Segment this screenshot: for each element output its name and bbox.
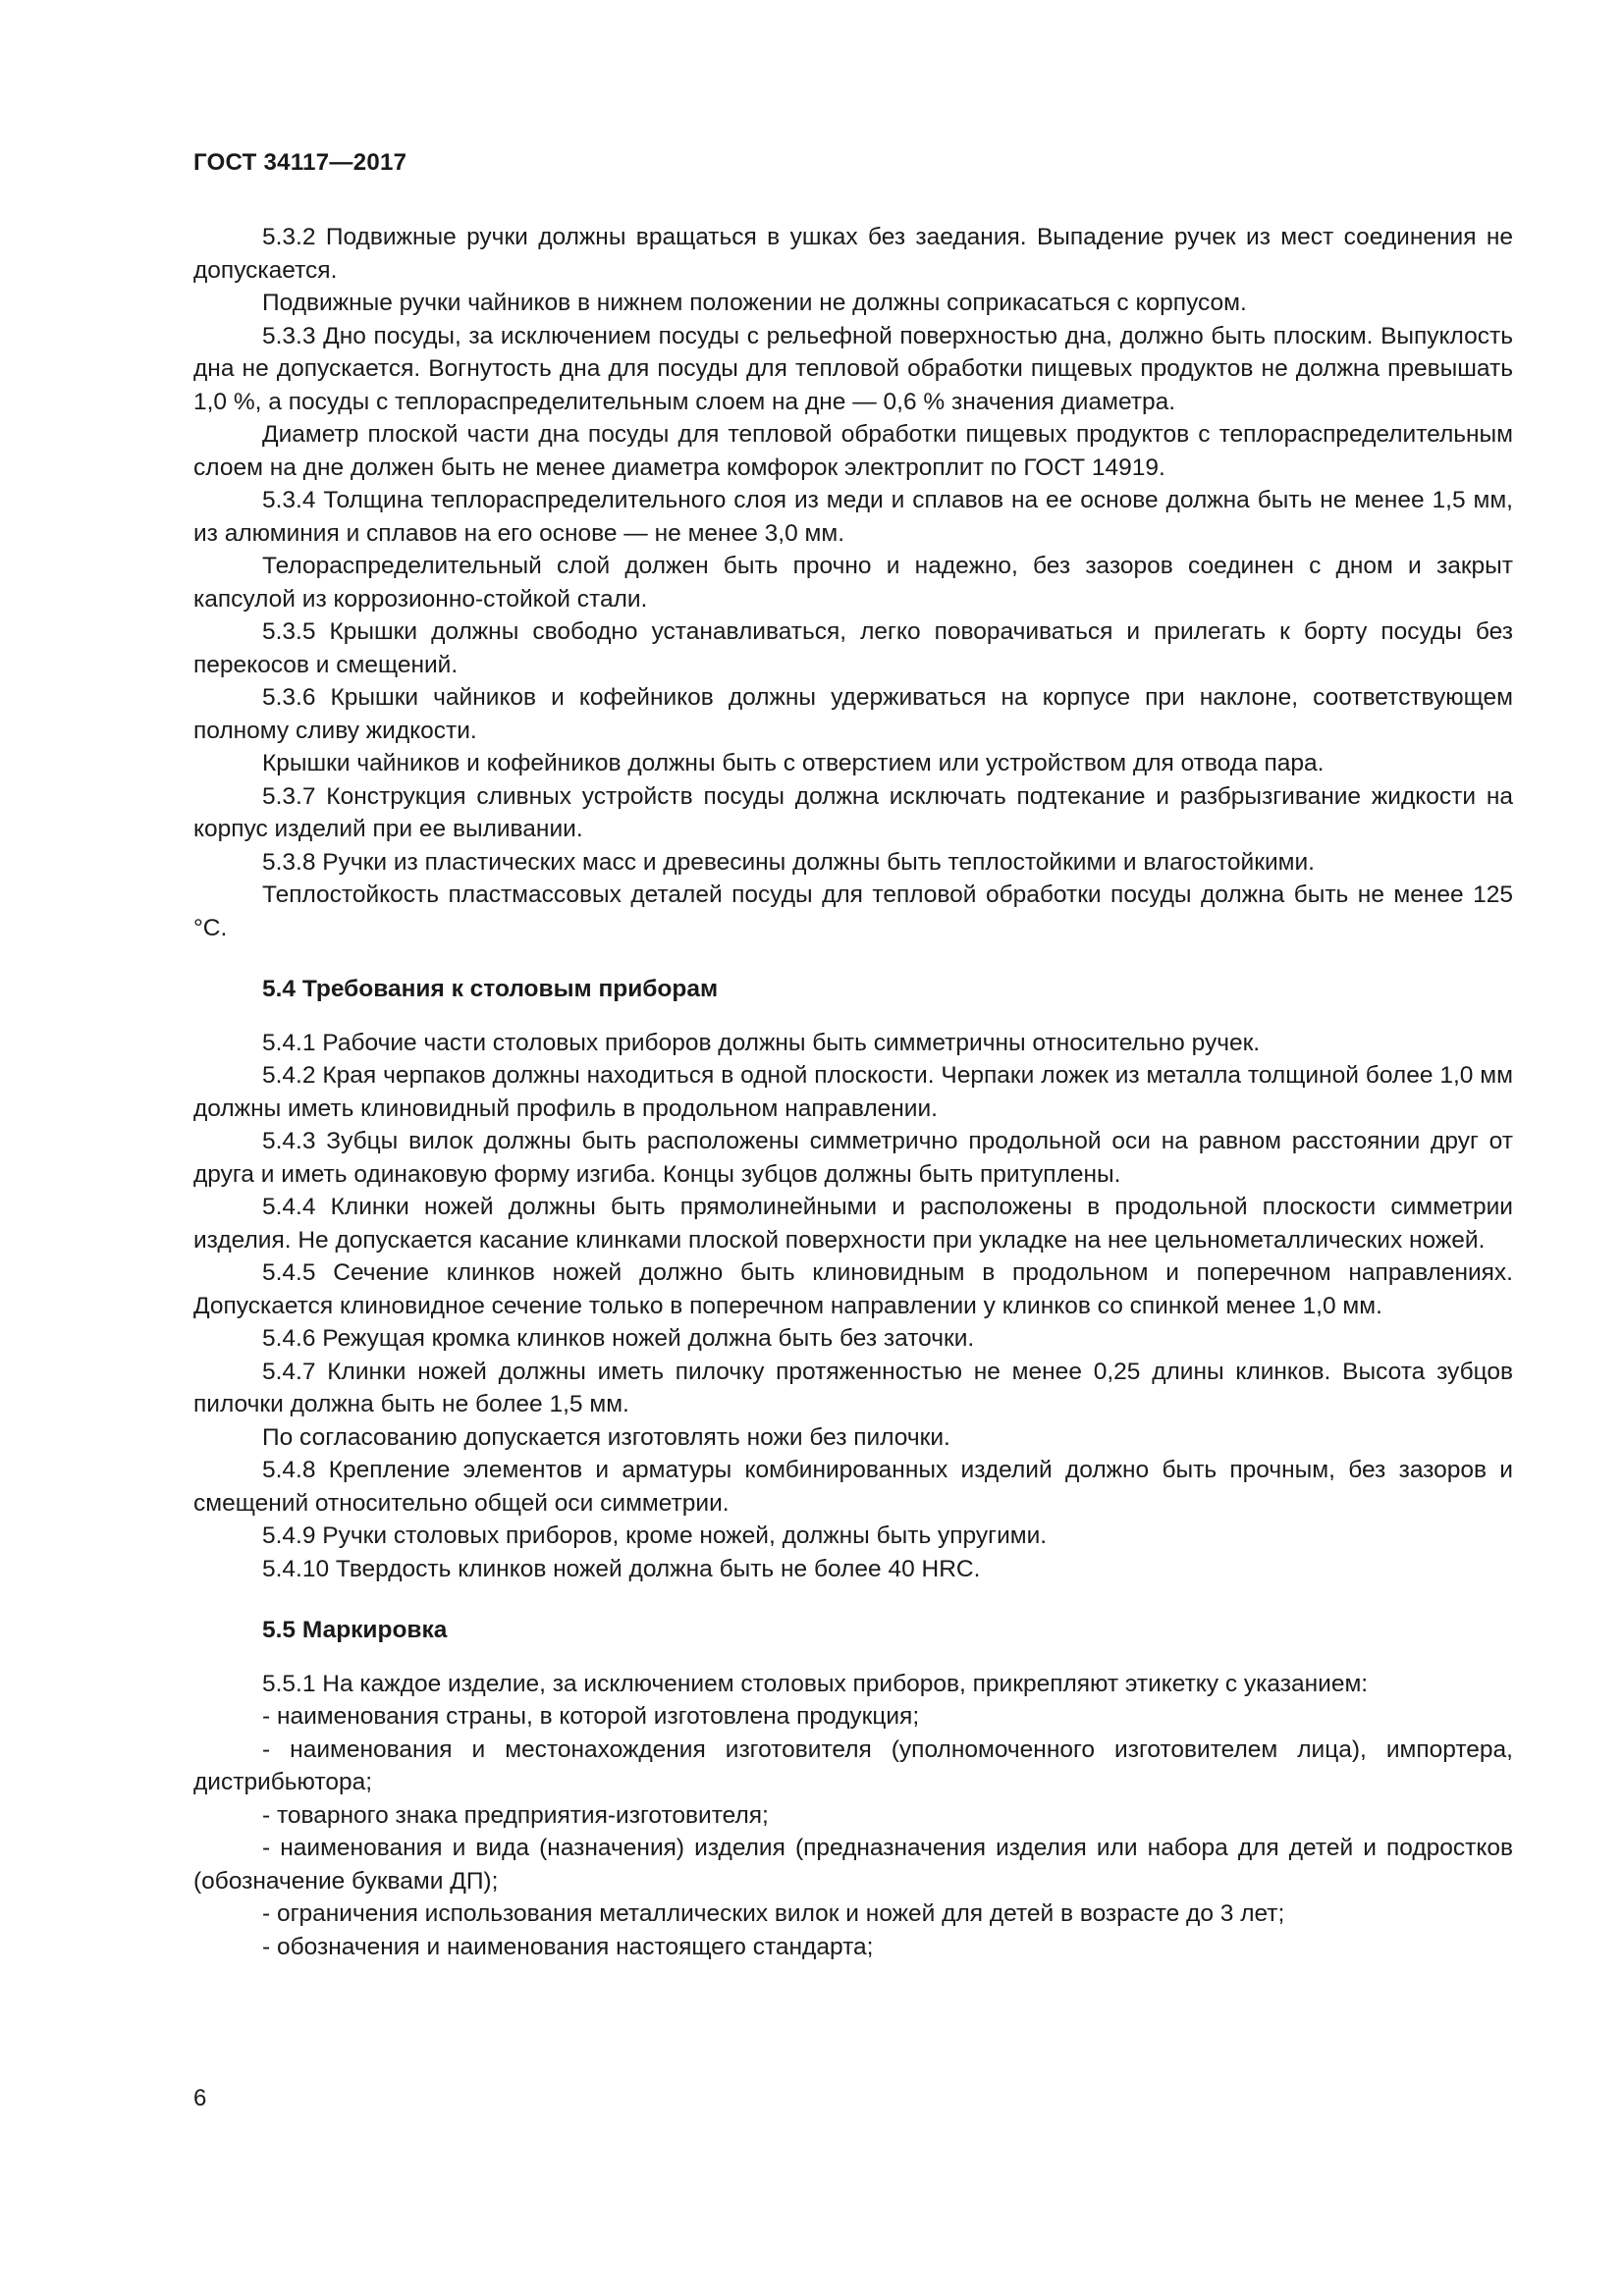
paragraph: 5.4.7 Клинки ножей должны иметь пилочку протяженностью не менее 0,25 длины клинков. Высота зубцов пилочки должна быть не более 1,5 мм. [193, 1358, 1513, 1417]
paragraph: 5.5.1 На каждое изделие, за исключением столовых приборов, прикрепляют этикетку с указанием: [262, 1670, 1369, 1697]
document-body [193, 221, 1513, 1963]
paragraph: - наименования страны, в которой изготовлена продукция; [262, 1703, 920, 1730]
paragraph: 5.3.8 Ручки из пластических масс и древесины должны быть теплостойкими и влагостойкими. [262, 848, 1315, 876]
paragraph: 5.3.4 Толщина теплораспределительного слоя из меди и сплавов на ее основе должна быть не менее 1,5 мм, из алюминия и сплавов на его основе — не менее 3,0 мм. [193, 487, 1513, 547]
paragraph: 5.4.5 Сечение клинков ножей должно быть клиновидным в продольном и поперечном направлениях. Допускается клиновидное сечение только в поперечном направлении у клинков со спинкой менее 1,0 мм. [193, 1259, 1513, 1319]
paragraph: - товарного знака предприятия-изготовителя; [262, 1801, 769, 1829]
paragraph: - наименования и местонахождения изготовителя (уполномоченного изготовителем лица), импортера, дистрибьютора; [193, 1735, 1513, 1795]
paragraph: Телораспределительный слой должен быть прочно и надежно, без зазоров соединен с дном и закрыт капсулой из коррозионно-стойкой стали. [193, 553, 1513, 613]
paragraph: 5.4.4 Клинки ножей должны быть прямолинейными и расположены в продольной плоскости симметрии изделия. Не допускается касание клинками плоской поверхности при укладке на нее цельнометаллических ножей. [193, 1194, 1513, 1254]
paragraph: 5.4.8 Крепление элементов и арматуры комбинированных изделий должно быть прочным, без зазоров и смещений относительно общей оси симметрии. [193, 1457, 1513, 1517]
paragraph: 5.3.6 Крышки чайников и кофейников должны удерживаться на корпусе при наклоне, соответствующем полному сливу жидкости. [193, 684, 1513, 744]
paragraph: Крышки чайников и кофейников должны быть с отверстием или устройством для отвода пара. [262, 750, 1325, 776]
page-number: 6 [193, 2085, 207, 2111]
paragraph: 5.3.3 Дно посуды, за исключением посуды с рельефной поверхностью дна, должно быть плоским. Выпуклость дна не допускается. Вогнутость дна для посуды для тепловой обработки пищевых продуктов не должна превышать 1,0 %, а посуды с теплораспределительным слоем на дне — 0,6 % значения диаметра. [193, 322, 1513, 415]
paragraph: Диаметр плоской части дна посуды для тепловой обработки пищевых продуктов с теплораспределительным слоем на дне должен быть не менее диаметра комфорок электроплит по ГОСТ 14919. [193, 421, 1513, 481]
paragraph: 5.4.10 Твердость клинков ножей должна быть не более 40 HRC. [262, 1555, 981, 1582]
paragraph: - наименования и вида (назначения) изделия (предназначения изделия или набора для детей и подростков (обозначение буквами ДП); [193, 1835, 1513, 1895]
paragraph: 5.4.6 Режущая кромка клинков ножей должна быть без заточки. [262, 1325, 975, 1352]
paragraph: 5.3.7 Конструкция сливных устройств посуды должна исключать подтекание и разбрызгивание жидкости на корпус изделий при ее выливании. [193, 782, 1513, 842]
paragraph: 5.4.2 Края черпаков должны находиться в одной плоскости. Черпаки ложек из металла толщиной более 1,0 мм должны иметь клиновидный профиль в продольном направлении. [193, 1062, 1513, 1122]
section-heading: 5.4 Требования к столовым приборам [262, 976, 719, 1002]
paragraph: 5.4.9 Ручки столовых приборов, кроме ножей, должны быть упругими. [262, 1522, 1048, 1549]
paragraph: Подвижные ручки чайников в нижнем положении не должны соприкасаться с корпусом. [262, 290, 1247, 316]
paragraph: - обозначения и наименования настоящего стандарта; [262, 1933, 874, 1960]
section-heading: 5.5 Маркировка [262, 1617, 448, 1643]
paragraph: 5.3.5 Крышки должны свободно устанавливаться, легко поворачиваться и прилегать к борту посуды без перекосов и смещений. [193, 618, 1513, 678]
document-header: ГОСТ 34117—2017 [193, 149, 407, 176]
paragraph: Теплостойкость пластмассовых деталей посуды для тепловой обработки посуды должна быть не менее 125 °С. [193, 881, 1513, 941]
paragraph: 5.4.1 Рабочие части столовых приборов должны быть симметричны относительно ручек. [262, 1029, 1261, 1056]
paragraph: 5.3.2 Подвижные ручки должны вращаться в ушках без заедания. Выпадение ручек из мест соединения не допускается. [193, 224, 1513, 284]
paragraph: - ограничения использования металлических вилок и ножей для детей в возрасте до 3 лет; [262, 1900, 1285, 1927]
paragraph: 5.4.3 Зубцы вилок должны быть расположены симметрично продольной оси на равном расстоянии друг от друга и иметь одинаковую форму изгиба. Концы зубцов должны быть притуплены. [193, 1128, 1513, 1188]
paragraph: По согласованию допускается изготовлять ножи без пилочки. [262, 1423, 950, 1451]
